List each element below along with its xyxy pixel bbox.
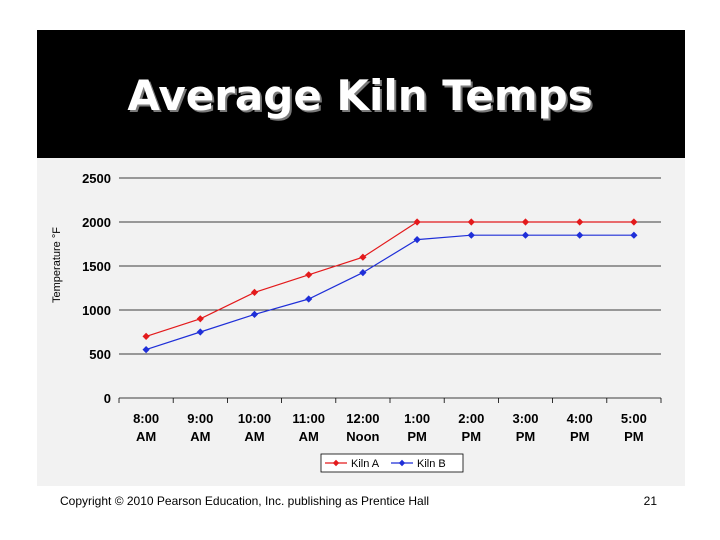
data-point (468, 218, 475, 225)
x-tick-label: 2:00 PM (458, 411, 485, 444)
x-tick-label: 3:00 PM (512, 411, 539, 444)
y-tick-label: 1500 (82, 259, 111, 274)
data-point (359, 254, 366, 261)
legend-label: Kiln A (351, 458, 380, 470)
data-point (468, 232, 475, 239)
y-tick-label: 500 (89, 347, 111, 362)
data-point (305, 295, 312, 302)
x-tick-label: 11:00 AM (292, 411, 325, 444)
data-point (522, 218, 529, 225)
x-tick-label: 1:00 PM (404, 411, 431, 444)
data-point (197, 315, 204, 322)
data-point (143, 346, 150, 353)
y-axis-title: Temperature °F (51, 227, 63, 303)
data-point (305, 271, 312, 278)
slide-title: Average Kiln Temps (127, 71, 593, 120)
data-point (359, 269, 366, 276)
page-number: 21 (643, 494, 657, 508)
legend-label: Kiln B (417, 458, 446, 470)
series-line-kiln-b (146, 235, 634, 349)
data-point (576, 218, 583, 225)
data-point (251, 289, 258, 296)
x-tick-label: 12:00 Noon (346, 411, 380, 444)
y-tick-label: 0 (103, 391, 111, 406)
line-chart (37, 158, 685, 486)
series-line-kiln-a (146, 222, 634, 336)
y-tick-label: 2000 (82, 215, 111, 230)
data-point (576, 232, 583, 239)
data-point (630, 232, 637, 239)
y-tick-label: 1000 (82, 303, 111, 318)
data-point (143, 333, 150, 340)
x-tick-label: 8:00 AM (133, 411, 160, 444)
x-tick-label: 4:00 PM (566, 411, 593, 444)
data-point (414, 236, 421, 243)
x-tick-label: 10:00 AM (237, 411, 272, 444)
data-point (197, 328, 204, 335)
y-tick-label: 2500 (82, 171, 111, 186)
x-tick-label: 9:00 AM (187, 411, 214, 444)
chart-panel (37, 158, 685, 486)
data-point (522, 232, 529, 239)
x-tick-label: 5:00 PM (620, 411, 647, 444)
data-point (414, 218, 421, 225)
copyright-footer: Copyright © 2010 Pearson Education, Inc. publishing as Prentice Hall (60, 494, 430, 508)
data-point (630, 218, 637, 225)
data-point (251, 311, 258, 318)
